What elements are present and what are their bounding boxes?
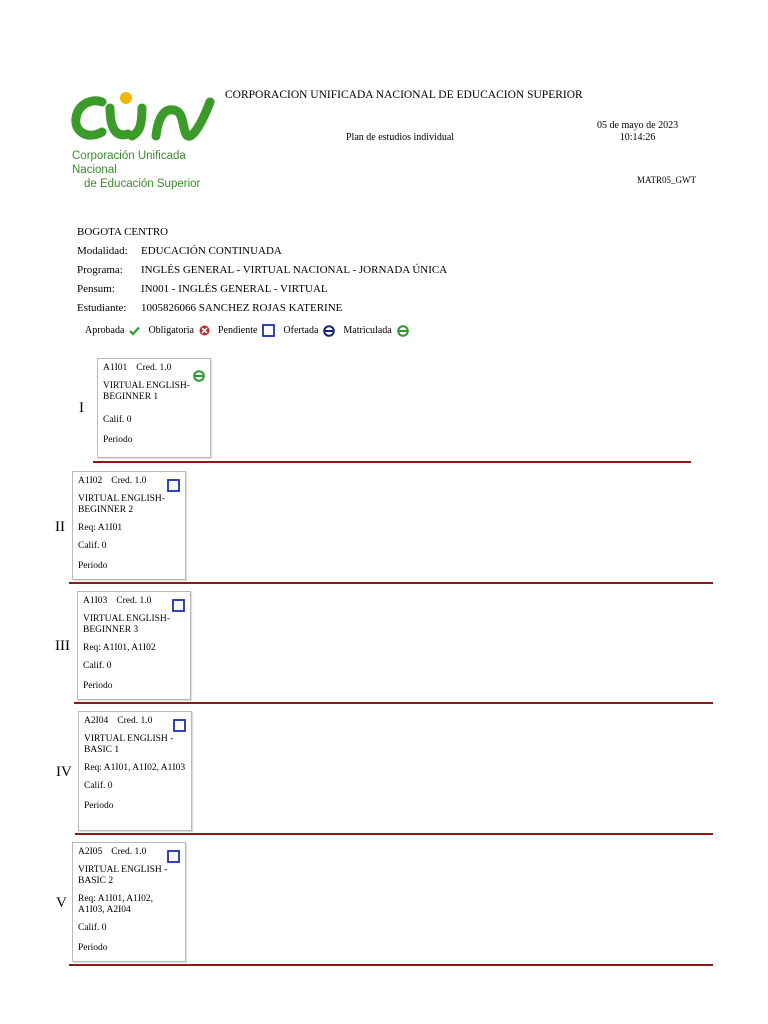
legend-label: Matriculada xyxy=(343,325,392,336)
course-grade: Calif. 0 xyxy=(83,661,112,671)
info-row-modalidad xyxy=(77,242,447,261)
course-requirements: Req: A1I01, A1I02 xyxy=(83,643,156,653)
report-datetime xyxy=(597,120,678,144)
info-value: 1005826066 SANCHEZ ROJAS KATERINE xyxy=(141,302,343,314)
course-header xyxy=(78,476,180,487)
legend-enrolled xyxy=(343,325,408,337)
course-grade: Calif. 0 xyxy=(103,415,132,425)
semester-label: I xyxy=(79,400,84,416)
course-period: Periodo xyxy=(78,561,108,571)
legend-required xyxy=(148,325,210,336)
course-grade: Calif. 0 xyxy=(78,541,107,551)
legend-offered xyxy=(283,325,335,337)
pending-square-icon xyxy=(262,324,275,337)
course-name: VIRTUAL ENGLISH-BEGINNER 2 xyxy=(78,494,165,515)
course-code: A1I02 xyxy=(78,476,103,486)
course-header xyxy=(83,596,185,607)
semester-separator xyxy=(69,582,713,584)
course-name: VIRTUAL ENGLISH - BASIC 1 xyxy=(84,734,174,755)
pending-square-icon xyxy=(173,719,186,732)
course-header xyxy=(103,363,205,374)
semester-separator xyxy=(93,461,691,463)
info-label: Modalidad: xyxy=(77,245,128,257)
info-row-pensum xyxy=(77,280,447,299)
course-code: A1I01 xyxy=(103,363,128,373)
semester-label: V xyxy=(56,895,67,911)
logo-caption-line2: de Educación Superior xyxy=(84,178,201,190)
required-icon xyxy=(199,325,210,336)
legend-label: Ofertada xyxy=(283,325,319,336)
course-credits: Cred. 1.0 xyxy=(136,363,172,373)
course-code: A1I03 xyxy=(83,596,108,606)
legend-label: Obligatoria xyxy=(148,325,194,336)
course-card[interactable] xyxy=(72,842,186,962)
info-label: Programa: xyxy=(77,264,123,276)
pending-square-icon xyxy=(167,850,180,863)
offered-icon xyxy=(323,325,335,337)
info-value: EDUCACIÓN CONTINUADA xyxy=(141,245,282,257)
course-card[interactable] xyxy=(77,591,191,700)
course-grade: Calif. 0 xyxy=(84,781,113,791)
info-row-programa xyxy=(77,261,447,280)
legend-label: Pendiente xyxy=(217,325,258,336)
course-credits: Cred. 1.0 xyxy=(117,716,153,726)
course-credits: Cred. 1.0 xyxy=(111,847,147,857)
semester-label: IV xyxy=(56,764,72,780)
document-title: Plan de estudios individual xyxy=(346,132,455,143)
status-legend xyxy=(85,324,417,337)
course-grade: Calif. 0 xyxy=(78,923,107,933)
enrolled-icon xyxy=(193,370,205,382)
course-code: A2I05 xyxy=(78,847,103,857)
info-label: Pensum: xyxy=(77,283,115,295)
campus: BOGOTA CENTRO xyxy=(77,226,169,238)
course-name: VIRTUAL ENGLISH-BEGINNER 1 xyxy=(103,381,190,402)
info-value: IN001 - INGLÉS GENERAL - VIRTUAL xyxy=(141,283,328,295)
info-label: Estudiante: xyxy=(77,302,127,314)
course-header xyxy=(78,847,180,858)
info-value: INGLÉS GENERAL - VIRTUAL NACIONAL - JORNADA ÚNICA xyxy=(141,264,448,276)
enrolled-icon xyxy=(397,325,409,337)
report-code: MATR05_GWT xyxy=(637,175,696,185)
check-icon xyxy=(129,326,140,336)
semester-label: III xyxy=(55,638,70,654)
pending-square-icon xyxy=(167,479,180,492)
legend-label: Aprobada xyxy=(85,325,125,336)
course-card[interactable] xyxy=(97,358,211,458)
logo-caption-line1: Corporación Unificada Nacional xyxy=(72,150,186,176)
course-requirements: Req: A1I01 xyxy=(78,523,123,533)
course-period: Periodo xyxy=(78,943,108,953)
course-name: VIRTUAL ENGLISH - BASIC 2 xyxy=(78,865,168,886)
course-header xyxy=(84,716,186,727)
semester-separator xyxy=(75,833,713,835)
legend-pending xyxy=(218,324,275,337)
course-name: VIRTUAL ENGLISH-BEGINNER 3 xyxy=(83,614,170,635)
course-requirements: Req: A1I01, A1I02, A1I03 xyxy=(84,763,186,773)
cun-logo-mark xyxy=(70,88,230,148)
semester-separator xyxy=(74,702,713,704)
logo-caption xyxy=(72,149,232,191)
course-period: Periodo xyxy=(83,681,113,691)
pending-square-icon xyxy=(172,599,185,612)
course-requirements: Req: A1I01, A1I02, A1I03, A2I04 xyxy=(78,894,153,915)
report-time: 10:14:26 xyxy=(619,132,656,143)
student-info xyxy=(77,223,447,318)
course-card[interactable] xyxy=(78,711,192,831)
course-card[interactable] xyxy=(72,471,186,580)
report-date: 05 de mayo de 2023 xyxy=(597,120,679,131)
course-credits: Cred. 1.0 xyxy=(111,476,147,486)
course-code: A2I04 xyxy=(84,716,109,726)
legend-approved xyxy=(85,325,140,336)
course-period: Periodo xyxy=(103,435,133,445)
institution-name: CORPORACION UNIFICADA NACIONAL DE EDUCACION SUPERIOR xyxy=(225,89,583,101)
semester-label: II xyxy=(55,519,65,535)
course-credits: Cred. 1.0 xyxy=(116,596,152,606)
course-period: Periodo xyxy=(84,801,114,811)
semester-separator xyxy=(69,964,713,966)
info-row-estudiante xyxy=(77,299,447,318)
